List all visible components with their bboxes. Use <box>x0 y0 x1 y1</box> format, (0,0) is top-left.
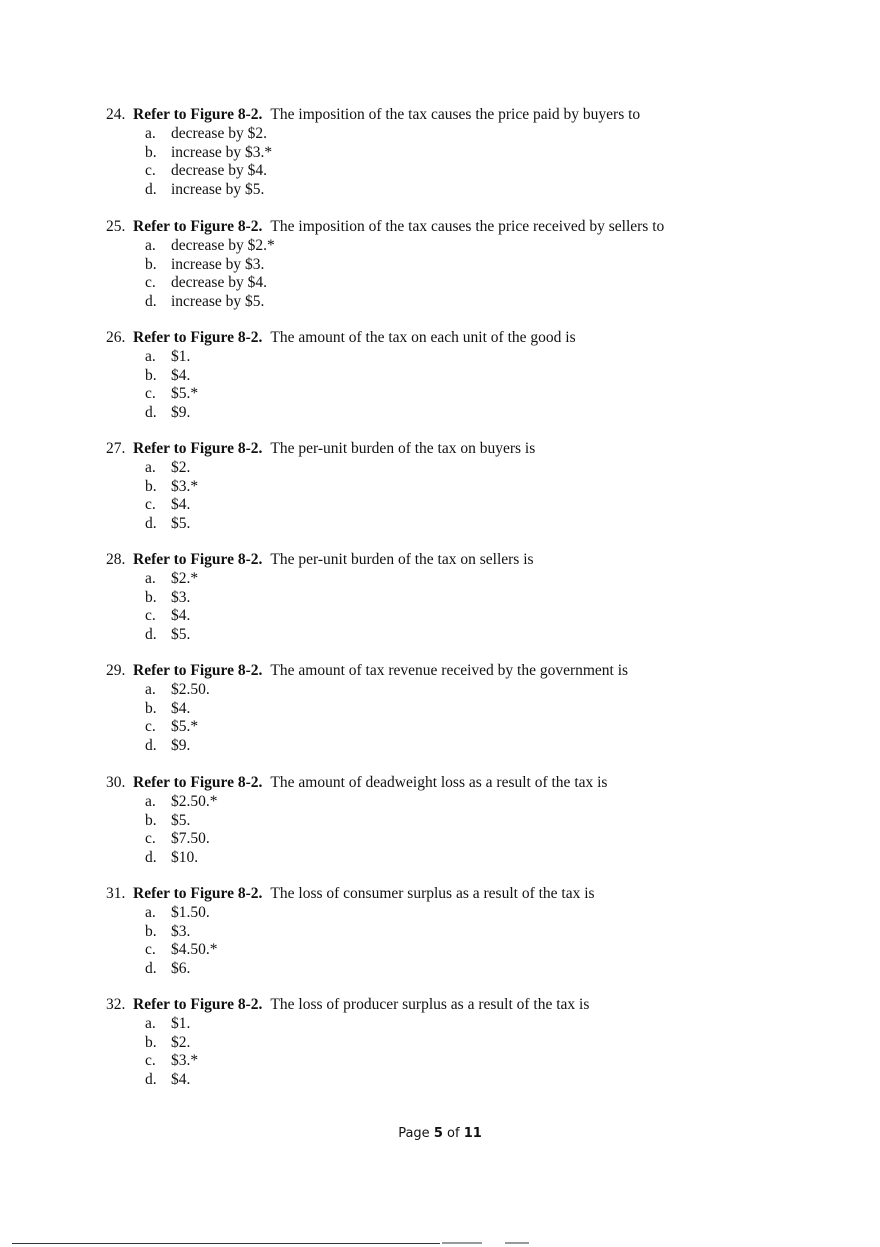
option-text: increase by $5. <box>171 292 265 310</box>
option-text: $2. <box>171 459 191 476</box>
question-text: The amount of the tax on each unit of the good is <box>270 329 576 346</box>
option-text: decrease by $2. <box>171 125 267 142</box>
option-letter: c. <box>145 1052 156 1070</box>
figure-reference: Refer to Figure 8-2. <box>133 885 263 902</box>
option-text: $4.50.* <box>171 941 218 959</box>
option-letter: c. <box>145 718 156 736</box>
option-letter: d. <box>145 848 157 866</box>
answer-options <box>106 348 826 422</box>
question-28 <box>106 550 826 644</box>
answer-option <box>106 830 826 849</box>
answer-options <box>106 793 826 867</box>
answer-option <box>106 404 826 423</box>
question-32 <box>106 995 826 1089</box>
option-letter: b. <box>145 366 157 384</box>
question-31 <box>106 884 826 978</box>
option-letter: b. <box>145 588 157 606</box>
question-24 <box>106 105 826 199</box>
option-letter: a. <box>145 681 156 698</box>
question-stem <box>106 105 826 124</box>
figure-reference: Refer to Figure 8-2. <box>133 662 263 679</box>
option-text: $4. <box>171 1070 191 1088</box>
answer-option <box>106 607 826 626</box>
question-text: The loss of consumer surplus as a result of the tax is <box>270 885 595 902</box>
option-text: increase by $3.* <box>171 143 273 161</box>
option-letter: a. <box>145 459 156 476</box>
option-text: $6. <box>171 959 191 977</box>
option-text: $3. <box>171 922 191 940</box>
question-29 <box>106 661 826 755</box>
answer-options <box>106 570 826 644</box>
answer-option <box>106 700 826 719</box>
figure-reference: Refer to Figure 8-2. <box>133 440 263 457</box>
answer-option <box>106 960 826 979</box>
option-letter: a. <box>145 348 156 365</box>
answer-option <box>106 348 826 367</box>
option-text: $3.* <box>171 1052 199 1070</box>
option-text: $2.50.* <box>171 793 218 810</box>
answer-option <box>106 849 826 868</box>
option-text: $4. <box>171 496 191 514</box>
option-text: $2. <box>171 1033 191 1051</box>
option-text: $1. <box>171 1015 191 1032</box>
option-text: $4. <box>171 607 191 625</box>
page-footer <box>0 1126 880 1141</box>
answer-options <box>106 125 826 199</box>
question-number: 26. <box>106 329 126 346</box>
question-number: 28. <box>106 551 126 568</box>
option-letter: b. <box>145 922 157 940</box>
question-number: 31. <box>106 885 126 902</box>
option-text: $5. <box>171 625 191 643</box>
option-letter: b. <box>145 477 157 495</box>
question-stem <box>106 773 826 792</box>
page-label: Page <box>398 1126 430 1141</box>
question-number: 27. <box>106 440 126 457</box>
option-letter: a. <box>145 125 156 142</box>
question-number: 24. <box>106 106 126 123</box>
question-stem <box>106 550 826 569</box>
figure-reference: Refer to Figure 8-2. <box>133 774 263 791</box>
question-stem <box>106 439 826 458</box>
option-text: $10. <box>171 848 199 866</box>
answer-option <box>106 478 826 497</box>
option-text: $5. <box>171 514 191 532</box>
answer-options <box>106 459 826 533</box>
answer-option <box>106 589 826 608</box>
answer-option <box>106 144 826 163</box>
option-letter: c. <box>145 162 156 180</box>
option-letter: b. <box>145 811 157 829</box>
option-text: $2.50. <box>171 681 210 698</box>
figure-reference: Refer to Figure 8-2. <box>133 996 263 1013</box>
option-letter: a. <box>145 570 156 587</box>
answer-option <box>106 1015 826 1034</box>
scan-artifact <box>505 1242 529 1244</box>
option-letter: b. <box>145 143 157 161</box>
scan-artifact <box>442 1242 482 1244</box>
option-letter: d. <box>145 959 157 977</box>
option-letter: b. <box>145 699 157 717</box>
option-text: $9. <box>171 736 191 754</box>
option-text: decrease by $2.* <box>171 237 275 254</box>
option-letter: d. <box>145 180 157 198</box>
answer-option <box>106 923 826 942</box>
answer-option <box>106 367 826 386</box>
answer-option <box>106 496 826 515</box>
answer-option <box>106 737 826 756</box>
question-stem <box>106 661 826 680</box>
question-27 <box>106 439 826 533</box>
answer-option <box>106 385 826 404</box>
question-stem <box>106 217 826 236</box>
question-25 <box>106 217 826 311</box>
option-text: $9. <box>171 403 191 421</box>
figure-reference: Refer to Figure 8-2. <box>133 218 263 235</box>
answer-option <box>106 515 826 534</box>
option-text: decrease by $4. <box>171 162 267 180</box>
option-text: $1.50. <box>171 904 210 921</box>
answer-option <box>106 459 826 478</box>
option-letter: d. <box>145 736 157 754</box>
option-letter: d. <box>145 403 157 421</box>
answer-option <box>106 718 826 737</box>
question-number: 32. <box>106 996 126 1013</box>
question-26 <box>106 328 826 422</box>
figure-reference: Refer to Figure 8-2. <box>133 329 263 346</box>
answer-option <box>106 256 826 275</box>
option-text: $2.* <box>171 570 199 587</box>
option-letter: b. <box>145 255 157 273</box>
answer-option <box>106 181 826 200</box>
answer-option <box>106 1071 826 1090</box>
option-text: $1. <box>171 348 191 365</box>
question-number: 29. <box>106 662 126 679</box>
answer-option <box>106 125 826 144</box>
option-text: $7.50. <box>171 830 210 848</box>
answer-option <box>106 237 826 256</box>
option-letter: c. <box>145 830 156 848</box>
answer-option <box>106 570 826 589</box>
question-number: 30. <box>106 774 126 791</box>
answer-option <box>106 812 826 831</box>
option-letter: c. <box>145 496 156 514</box>
answer-options <box>106 1015 826 1089</box>
page-of-label: of <box>447 1126 460 1141</box>
option-letter: b. <box>145 1033 157 1051</box>
option-text: $4. <box>171 699 191 717</box>
answer-option <box>106 274 826 293</box>
question-text: The imposition of the tax causes the price paid by buyers to <box>270 106 641 123</box>
option-letter: a. <box>145 1015 156 1032</box>
question-number: 25. <box>106 218 126 235</box>
answer-option <box>106 681 826 700</box>
current-page-number: 5 <box>433 1126 443 1141</box>
option-text: decrease by $4. <box>171 274 267 292</box>
question-text: The loss of producer surplus as a result of the tax is <box>270 996 590 1013</box>
option-text: $5.* <box>171 385 199 403</box>
answer-option <box>106 293 826 312</box>
figure-reference: Refer to Figure 8-2. <box>133 551 263 568</box>
option-text: $5.* <box>171 718 199 736</box>
option-letter: c. <box>145 941 156 959</box>
question-text: The per-unit burden of the tax on buyers is <box>270 440 536 457</box>
answer-option <box>106 626 826 645</box>
question-text: The amount of tax revenue received by the government is <box>270 662 629 679</box>
option-letter: c. <box>145 607 156 625</box>
option-letter: d. <box>145 625 157 643</box>
question-30 <box>106 773 826 867</box>
option-letter: a. <box>145 793 156 810</box>
answer-options <box>106 904 826 978</box>
question-stem <box>106 328 826 347</box>
option-text: $4. <box>171 366 191 384</box>
option-text: $3.* <box>171 477 199 495</box>
answer-option <box>106 941 826 960</box>
answer-options <box>106 681 826 755</box>
option-letter: d. <box>145 514 157 532</box>
option-text: increase by $3. <box>171 255 265 273</box>
answer-option <box>106 904 826 923</box>
question-stem <box>106 995 826 1014</box>
figure-reference: Refer to Figure 8-2. <box>133 106 263 123</box>
answer-option <box>106 1052 826 1071</box>
question-text: The imposition of the tax causes the price received by sellers to <box>270 218 665 235</box>
question-text: The amount of deadweight loss as a result of the tax is <box>270 774 608 791</box>
option-letter: c. <box>145 385 156 403</box>
question-text: The per-unit burden of the tax on sellers is <box>270 551 534 568</box>
option-letter: d. <box>145 292 157 310</box>
option-letter: c. <box>145 274 156 292</box>
option-text: increase by $5. <box>171 180 265 198</box>
option-letter: a. <box>145 904 156 921</box>
bottom-rule-divider <box>12 1243 440 1244</box>
answer-option <box>106 1034 826 1053</box>
total-pages-number: 11 <box>463 1126 482 1141</box>
answer-options <box>106 237 826 311</box>
question-stem <box>106 884 826 903</box>
answer-option <box>106 162 826 181</box>
option-letter: d. <box>145 1070 157 1088</box>
answer-option <box>106 793 826 812</box>
option-text: $3. <box>171 588 191 606</box>
option-text: $5. <box>171 811 191 829</box>
option-letter: a. <box>145 237 156 254</box>
